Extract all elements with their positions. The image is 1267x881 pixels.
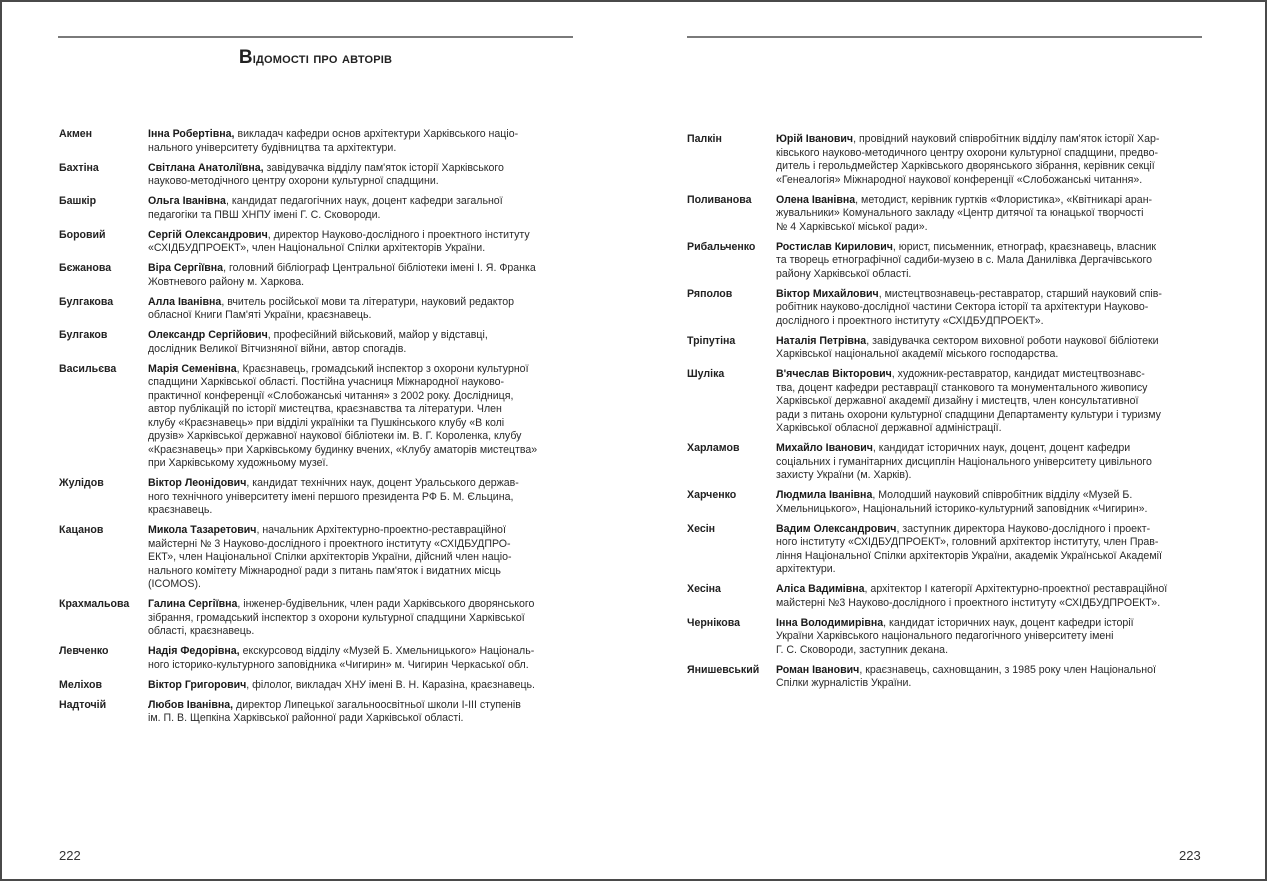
author-given-name: Михайло Іванович [776,442,873,454]
author-description [148,679,535,693]
author-given-name: Вадим Олександрович [776,522,897,535]
description-line: науково-методічного центру охорони культурної спадщини. [148,175,439,187]
description-line: дослідник Великої Вітчизняної війни, автор спогадів. [148,342,407,355]
page-right [633,0,1267,881]
author-entry [687,133,1207,187]
author-given-name: Ростислав Кирилович [776,240,893,253]
author-description [148,363,537,471]
description-line [148,524,512,538]
description-line: спадщини Харківської області. Постійна учасниця Міжнародної науково- [148,376,505,388]
author-entry [59,645,579,672]
description-line: захисту України (м. Харків). [776,469,912,481]
description-line: ного технічного університету імені першого президента РФ Б. М. Єльцина, [148,490,514,503]
author-description [148,162,504,189]
author-description [148,524,512,592]
description-line: автор публікацій по історії мистецтва, краєзнавства та літератури. Член [148,403,502,415]
description-line [776,583,1167,597]
description-line [148,162,504,176]
author-entry [59,162,579,189]
author-surname: Палкін [687,133,722,145]
title-initial: В [238,47,253,68]
description-text: , провідний науковий співробітник відділу пам'яток історії Хар- [853,133,1160,145]
description-line [148,598,534,612]
description-text: , кандидат технічних наук, доцент Уральського держав- [246,477,519,489]
author-given-name: Віктор Леонідович [148,477,247,489]
description-line: (ICOMOS). [148,578,201,590]
author-surname: Меліхов [59,678,103,691]
description-line [776,133,1159,147]
author-entry [59,524,579,592]
description-line: ного історико-культурного заповідника «Чигирин» м. Чигирин Черкаської обл. [148,658,529,671]
author-description [148,195,503,222]
header-rule [58,36,573,38]
description-text: директор Липецької загальноосвітньої школи I-III ступенів [233,698,521,711]
author-description [776,335,1159,362]
author-entry [59,195,579,222]
description-text: , юрист, письменник, етнограф, краєзнавець, власник [892,240,1157,253]
author-entry [59,699,579,726]
description-line: архітектури. [776,563,836,575]
author-entry [59,329,579,356]
description-line: «Краєзнавець» при Харківському будинку вчених, «Клубу аматорів мистецтва» [148,443,538,456]
author-entry [687,442,1207,483]
description-line [148,229,530,243]
author-surname: Поливанова [687,193,752,206]
description-line: Спілки журналістів України. [776,677,912,689]
author-description [776,664,1156,691]
description-line: майстерні № 3 Науково-дослідного і проектного інституту «СХІДБУДПРО- [148,537,511,550]
author-given-name: Микола Тазаретович [148,524,257,536]
description-line: Харківської державної академії дизайну і мистецтв, член консультативної [776,395,1139,407]
author-description [776,489,1147,516]
author-entry [59,296,579,323]
author-entry [59,598,579,639]
description-line [148,296,514,310]
author-given-name: Людмила Іванівна [776,489,873,501]
author-entry [59,229,579,256]
description-text: , інженер-будівельник, член ради Харківського дворянського [237,598,535,610]
description-line: нального комітету Міжнародної ради з питань пам'яток і видатних місць [148,564,501,577]
author-surname: Булгакова [59,295,114,308]
author-description [776,133,1159,187]
description-text: , професійний військовий, майор у відставці, [267,329,488,341]
author-description [148,598,534,639]
author-entry [59,679,579,693]
author-given-name: Олександр Сергійович [148,329,268,341]
author-given-name: Олена Іванівна [776,193,856,206]
author-given-name: Сергій Олександрович [148,228,268,241]
description-text: , Краєзнавець, громадський інспектор з охорони культурної [236,362,529,375]
author-description [776,194,1152,235]
author-surname: Харченко [687,489,737,501]
description-text: , кандидат історичних наук, доцент кафедри історії [883,616,1134,629]
author-surname: Жулідов [59,477,104,489]
description-line: дослідного і проектного інституту «СХІДБУДПРОЕКТ». [776,314,1044,327]
description-line: зібрання, громадський інспектор з охорони культурної спадщини Харківської [148,611,525,624]
description-line [776,442,1152,456]
author-list-left [59,128,579,732]
description-line: друзів» Харківської державної наукової бібліотеки ім. В. Г. Короленка, клубу [148,430,522,442]
description-line: Г. С. Сковороди, заступник декана. [776,643,949,656]
author-given-name: Галина Сергіївна [148,598,238,610]
description-text: екскурсовод відділу «Музей Б. Хмельницького» Національ- [239,645,535,657]
author-entry [59,477,579,518]
description-text: , кандидат історичних наук, доцент, доцент кафедри [872,442,1131,454]
author-entry [687,489,1207,516]
description-line: ім. П. В. Щепкіна Харківської районної ради Харківської області. [148,712,464,724]
description-line: області, краєзнавець. [148,625,255,637]
author-description [148,329,488,356]
author-given-name: Ольга Іванівна [148,195,226,207]
author-description [776,241,1156,282]
author-given-name: Юрій Іванович [776,133,854,145]
description-line: соціальних і гуманітарних дисциплін Національного університету цивільного [776,455,1152,468]
description-line [776,523,1162,537]
author-surname: Левченко [59,645,109,657]
author-surname: Васильєва [59,362,117,375]
description-line: ківського науково-методичного центру охорони культурної спадщини, предво- [776,146,1159,159]
author-surname: Ряполов [687,287,733,300]
description-line [776,194,1152,208]
author-surname: Хесін [687,522,716,535]
author-list-right [687,133,1207,697]
author-given-name: Віктор Григорович [148,678,247,691]
page-number: 222 [59,848,81,863]
description-text: , завідувачка сектором виховної роботи наукової бібліотеки [866,334,1159,347]
description-line: жувальники» Комунального закладу «Центр дитячої та юнацької творчості [776,207,1144,219]
author-description [148,229,530,256]
author-description [776,583,1167,610]
description-line: «Генеалогія» Міжнародної наукової конференції «Слобожанські читання». [776,173,1143,186]
author-given-name: Віктор Михайлович [776,287,879,300]
author-entry [687,368,1207,436]
description-line: Харківської обласної державної адміністрації. [776,422,1002,434]
author-entry [59,262,579,289]
author-given-name: В'ячеслав Вікторович [776,368,892,380]
author-entry [687,583,1207,610]
author-surname: Харламов [687,442,740,454]
description-line [776,664,1156,678]
description-line: Харківської національної академії міського господарства. [776,348,1059,360]
description-line: робітник науково-дослідної частини Сектора історії та архітектури Науково- [776,301,1149,313]
description-text: , директор Науково-дослідного і проектного інституту [267,228,530,241]
author-description [776,368,1161,436]
author-surname: Кацанов [59,524,104,536]
description-line: та творець етнографічної садиби-музею в с. Мала Данилівка Дергачівського [776,254,1153,266]
description-line: ЕКТ», член Національної Спілки архітекторів України, дійсний член націо- [148,551,512,563]
author-surname: Бєжанова [59,262,112,274]
author-surname: Хесіна [687,583,721,595]
description-line: ного інституту «СХІДБУДПРОЕКТ», головний архітектор інституту, член Прав- [776,536,1159,548]
author-description [148,296,514,323]
description-text: , заступник директора Науково-дослідного і проект- [896,522,1151,535]
description-line [776,241,1156,255]
author-given-name: Інна Робертівна, [148,128,235,140]
author-given-name: Любов Іванівна, [148,698,234,711]
author-surname: Рибальченко [687,240,756,253]
author-entry [687,335,1207,362]
page-left [0,0,633,881]
description-text: , краєзнавець, сахновщанин, з 1985 року член Національної [859,663,1156,676]
description-line: обласної Книги Пам'яті України, краєзнавець. [148,309,372,321]
author-surname: Булгаков [59,329,108,341]
description-line: «СХІДБУДПРОЕКТ», член Національної Спілки архітекторів України. [148,242,486,254]
author-given-name: Марія Семенівна [148,362,237,375]
description-text: завідувачка відділу пам'яток історії Харківського [263,161,504,174]
description-line: ради з питань охорони культурної спадщини Департаменту культури і туризму [776,408,1161,421]
description-line [148,477,519,491]
description-text: , Молодший науковий співробітник відділу «Музей Б. [872,489,1133,501]
description-text: , філолог, викладач ХНУ імені В. Н. Каразіна, краєзнавець. [246,678,535,691]
author-surname: Чернікова [687,616,741,629]
description-line: краєзнавець. [148,504,213,516]
description-line: дитель і герольдмейстер Харківського дворянського зібрання, керівник секції [776,160,1155,172]
author-description [148,645,534,672]
author-entry [687,523,1207,577]
description-line: тва, доцент кафедри реставрації станкового та монументального живопису [776,381,1148,394]
description-text: , головний бібліограф Центральної бібліотеки імені І. Я. Франка [223,262,536,274]
author-description [148,699,521,726]
description-line [148,329,488,343]
author-given-name: Алла Іванівна [148,295,222,308]
header-rule [687,36,1202,38]
description-text: , архітектор І категорії Архітектурно-проектної реставраційної [864,583,1168,595]
author-entry [687,241,1207,282]
author-given-name: Інна Володимирівна [776,616,884,629]
description-text: , методист, керівник гуртків «Флористика», «Квітникарі аран- [855,193,1153,206]
description-line [148,195,503,209]
author-surname: Тріпутіна [687,334,736,347]
description-line: району Харківської області. [776,267,912,280]
description-line [776,368,1161,382]
author-entry [59,128,579,155]
description-line: ління Національної Спілки архітекторів України, академік Української Академії [776,549,1162,562]
description-line: майстерні №3 Науково-дослідного і проектного інституту «СХІДБУДПРОЕКТ». [776,596,1161,609]
description-line: № 4 Харківської міської ради». [776,220,928,233]
page-number: 223 [1179,848,1201,863]
author-given-name: Наталія Петрівна [776,334,867,347]
author-surname: Башкір [59,195,97,207]
author-entry [687,288,1207,329]
description-line [148,262,536,276]
description-text: , начальник Архітектурно-проектно-реставраційної [256,524,506,536]
author-entry [687,664,1207,691]
description-line: нального університету будівництва та архітектури. [148,141,397,154]
description-text: викладач кафедри основ архітектури Харківського націо- [234,128,519,140]
description-line [776,335,1159,349]
author-description [148,128,518,155]
author-entry [687,194,1207,235]
page-title [58,47,573,69]
description-line: клубу «Краєзнавець» при відділі україніки та Пушкінського клубу «В колі [148,416,505,429]
author-given-name: Аліса Вадимівна [776,583,865,595]
author-description [776,523,1162,577]
author-given-name: Світлана Анатоліївна, [148,161,264,174]
author-description [148,262,536,289]
author-surname: Янишевський [687,663,760,676]
description-line: практичної конференції «Слобожанські читання» з 2002 року. Дослідниця, [148,389,514,402]
author-description [776,288,1162,329]
description-line [148,679,535,693]
author-given-name: Надія Федорівна, [148,645,240,657]
author-surname: Крахмальова [59,598,130,610]
author-surname: Боровий [59,228,106,241]
author-entry [687,617,1207,658]
author-entry [59,363,579,471]
description-line [776,489,1147,503]
description-line [776,617,1134,631]
description-line: при Харківському художньому музеї. [148,457,329,469]
description-line: Хмельницького», Національний історико-культурний заповідник «Чигирин». [776,502,1148,515]
author-given-name: Віра Сергіївна [148,262,224,274]
description-text: , вчитель російської мови та літератури, науковий редактор [221,295,515,308]
author-description [148,477,519,518]
description-line: України Харківського національного педагогічного університету імені [776,630,1114,642]
description-line [148,699,521,713]
author-description [776,617,1134,658]
description-line: педагогіки та ПВШ ХНПУ імені Г. С. Сковороди. [148,208,381,221]
description-text: , кандидат педагогічних наук, доцент кафедри загальної [225,195,503,207]
description-line [148,363,537,377]
description-line: Жовтневого району м. Харкова. [148,275,305,288]
author-surname: Бахтіна [59,161,99,174]
title-rest: ідомості про авторів [252,50,393,67]
author-surname: Акмен [59,128,93,140]
author-surname: Надточій [59,698,107,711]
description-line [148,645,534,659]
description-line [148,128,518,142]
author-surname: Шуліка [687,368,725,380]
description-text: , мистецтвознавець-реставратор, старший науковий спів- [878,287,1162,300]
author-given-name: Роман Іванович [776,663,860,676]
description-line [776,288,1162,302]
author-description [776,442,1152,483]
description-text: , художник-реставратор, кандидат мистецтвознавс- [891,368,1145,380]
